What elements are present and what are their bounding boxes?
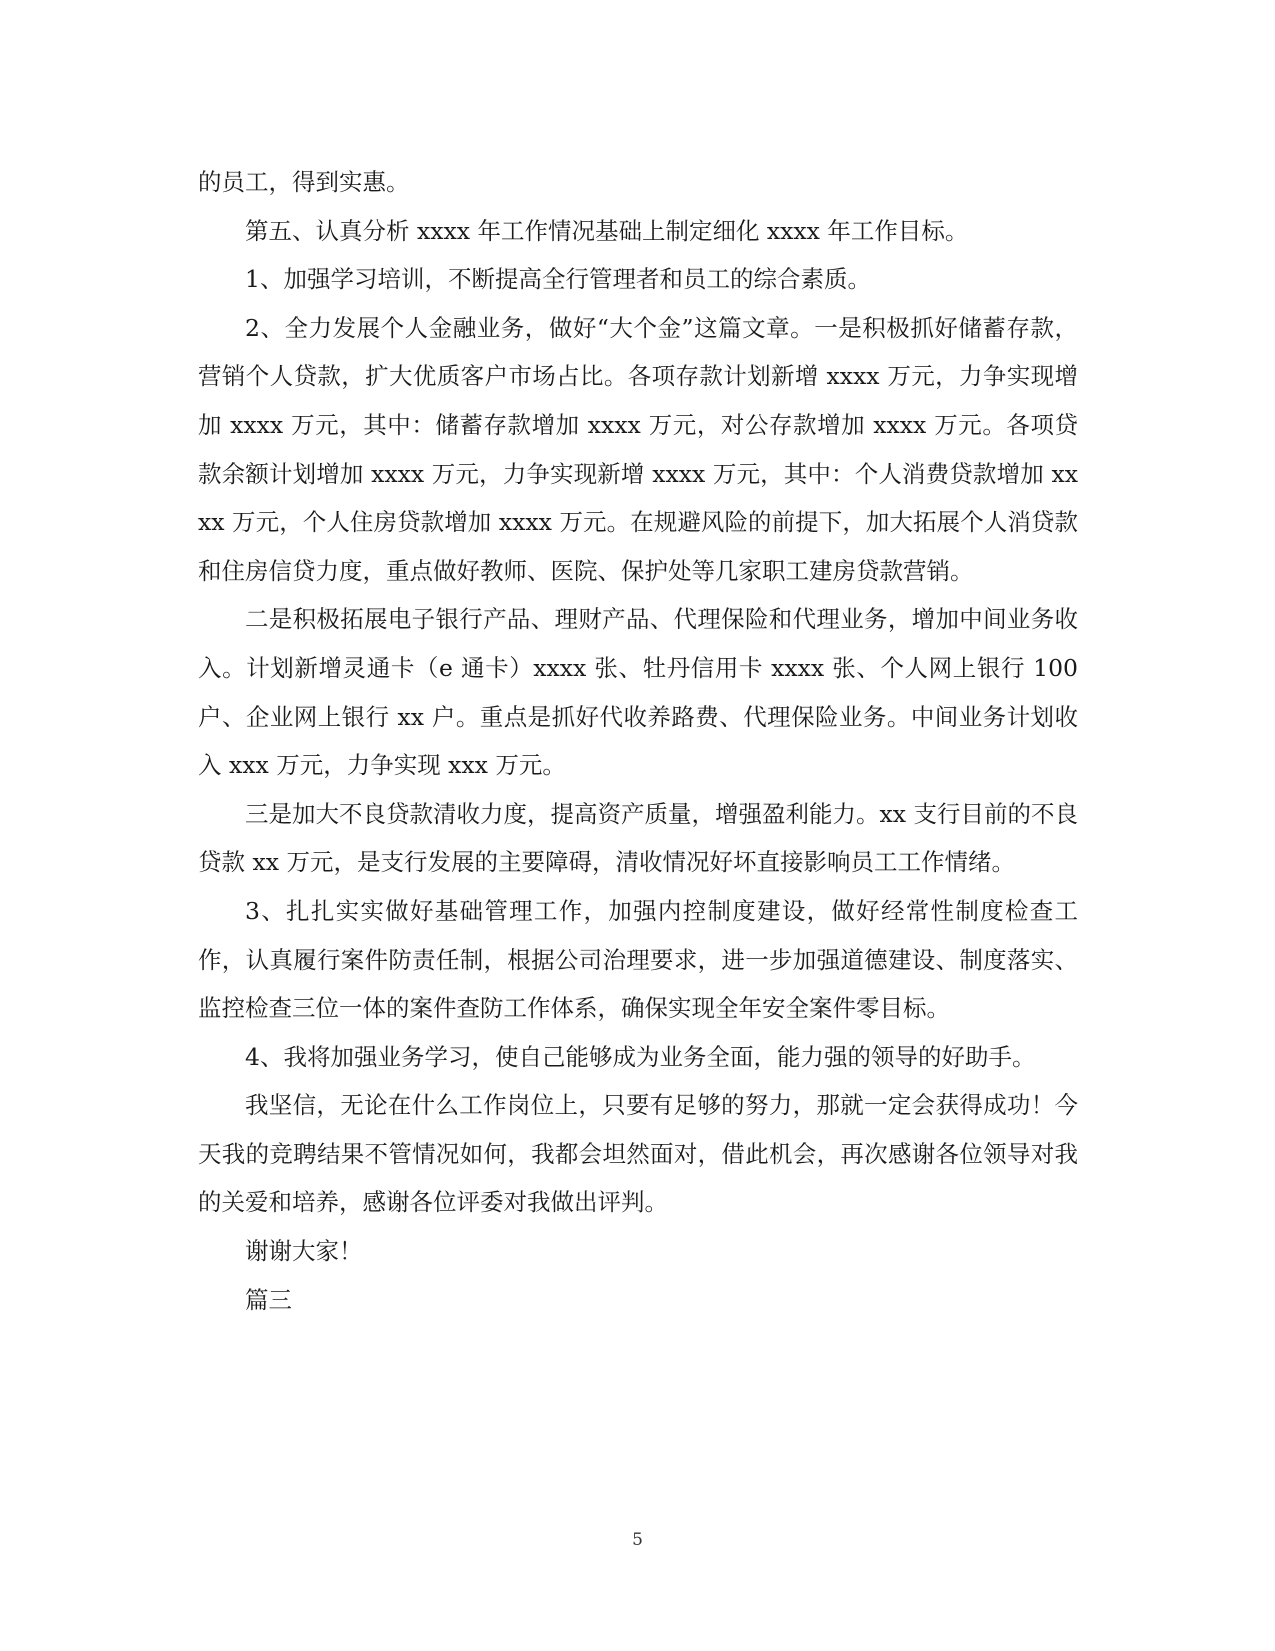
paragraph-item-2: 2、全力发展个人金融业务，做好“大个金”这篇文章。一是积极抓好储蓄存款，营销个人贷款，扩大优质客户市场占比。各项存款计划新增 xxxx 万元，力争实现增加 xxxx 万元，其中：储蓄存款增加 xxxx 万元，对公存款增加 xxxx 万元。各项贷款余额计划增加 xxxx 万元，力争实现新增 xxxx 万元，其中：个人消费贷款增加 xxxx 万元，个人住房贷款增加 xxxx 万元。在规避风险的前提下，加大拓展个人消贷款和住房信贷力度，重点做好教师、医院、保护处等几家职工建房贷款营销。 [198,313,1078,585]
paragraph-continuation: 的员工，得到实惠。 [198,168,410,196]
paragraph-item-4: 4、我将加强业务学习，使自己能够成为业务全面，能力强的领导的好助手。 [245,1042,1036,1071]
paragraph-item-2-part-three: 三是加大不良贷款清收力度，提高资产质量，增强盈利能力。xx 支行目前的不良贷款 xx 万元，是支行发展的主要障碍，清收情况好坏直接影响员工工作情绪。 [198,799,1078,877]
paragraph-closing-statement: 我坚信，无论在什么工作岗位上，只要有足够的努力，那就一定会获得成功！今天我的竞聘结果不管情况如何，我都会坦然面对，借此机会，再次感谢各位领导对我的关爱和培养，感谢各位评委对我做出评判。 [198,1091,1078,1217]
page-number: 5 [632,1530,643,1550]
paragraph-section-three-title: 篇三 [245,1285,292,1314]
paragraph-thanks: 谢谢大家！ [245,1237,363,1266]
paragraph-item-1: 1、加强学习培训，不断提高全行管理者和员工的综合素质。 [245,265,871,294]
paragraph-section-five-heading: 第五、认真分析 xxxx 年工作情况基础上制定细化 xxxx 年工作目标。 [245,216,969,245]
document-body [198,158,1078,1324]
paragraph-item-2-part-two: 二是积极拓展电子银行产品、理财产品、代理保险和代理业务，增加中间业务收入。计划新增灵通卡（e 通卡）xxxx 张、牡丹信用卡 xxxx 张、个人网上银行 100 户、企业网上银行 xx 户。重点是抓好代收养路费、代理保险业务。中间业务计划收入 xxx 万元，力争实现 xxx 万元。 [198,605,1078,780]
paragraph-item-3: 3、扎扎实实做好基础管理工作，加强内控制度建设，做好经常性制度检查工作，认真履行案件防责任制，根据公司治理要求，进一步加强道德建设、制度落实、监控检查三位一体的案件查防工作体系，确保实现全年安全案件零目标。 [198,896,1078,1023]
